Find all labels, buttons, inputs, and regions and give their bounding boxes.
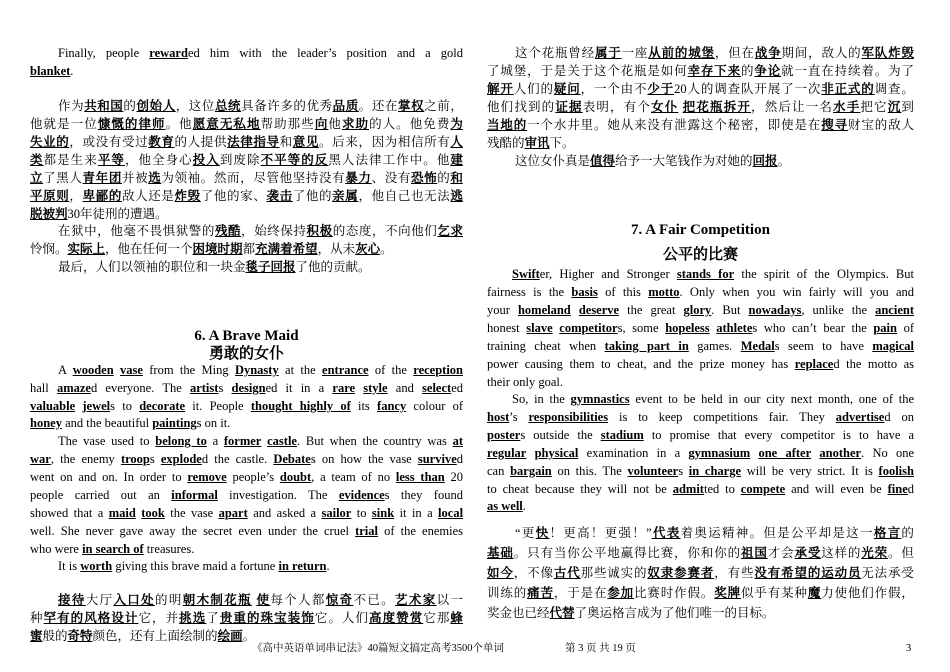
vocab-word: former: [223, 434, 262, 448]
vocab-word: 使: [256, 593, 271, 607]
vocab-word: ancient: [875, 303, 914, 317]
vocab-word: 属于: [594, 46, 622, 60]
text-line: 失业的，或没有受过教育的人提供法律指导和意见。后来，因为相信所有人: [30, 135, 463, 149]
vocab-word: 逃: [450, 189, 463, 203]
vocab-word: 接待: [58, 593, 86, 607]
text-line: 在狱中，他毫不畏惧狱警的残酷，始终保持积极的态度，不向他们乞求: [58, 224, 463, 238]
vocab-word: regular: [487, 446, 527, 460]
vocab-word: 解开: [487, 82, 514, 96]
vocab-word: 卑鄙的: [82, 189, 122, 203]
vocab-word: 选: [148, 171, 162, 185]
vocab-word: vase: [120, 363, 143, 377]
vocab-word: 祖国: [740, 546, 768, 560]
vocab-word: 总统: [214, 99, 242, 113]
vocab-word: 回报: [752, 154, 778, 168]
vocab-word: 幸存下来: [687, 64, 742, 78]
vocab-word: 类: [30, 153, 44, 167]
vocab-word: 参加: [607, 586, 635, 600]
vocab-word: pain: [873, 321, 897, 335]
vocab-word: 奴隶参赛者: [647, 566, 715, 580]
vocab-word: apart: [218, 506, 248, 520]
vocab-word: another: [819, 446, 862, 460]
vocab-word: 恐怖: [410, 171, 438, 185]
vocab-word: 痛苦: [527, 586, 554, 600]
vocab-word: 罕有的风格设计: [43, 611, 139, 625]
vocab-word: honey: [30, 416, 62, 430]
vocab-word: taking part in: [604, 339, 689, 353]
text-line: regular physical examination in a gymnasium one after another. No one: [487, 446, 914, 460]
vocab-word: 疑问: [553, 82, 581, 96]
vocab-word: admit: [672, 482, 704, 496]
vocab-word: gymnasium: [688, 446, 751, 460]
vocab-word: remove: [187, 470, 227, 484]
vocab-word: stadium: [600, 428, 644, 442]
vocab-word: 掌权: [398, 99, 425, 113]
vocab-word: Debate: [273, 452, 311, 466]
story-6-title-zh: 勇敢的女仆: [208, 346, 284, 362]
text-line: who were in search of treasures.: [30, 542, 195, 556]
vocab-word: 乞求: [437, 224, 463, 238]
text-line: 解开人们的疑问，一个由不少于20人的调查队开展了一次非正式的调查。: [487, 82, 914, 96]
vocab-word: deserve: [578, 303, 620, 317]
vocab-word: homeland: [517, 303, 571, 317]
vocab-word: 当地的: [487, 118, 528, 132]
vocab-word: 挑选: [179, 611, 207, 625]
text-line: 接待大厅入口处的明朝木制花瓶 使每个人都惊奇不已。艺术家以一: [58, 593, 463, 607]
vocab-word: 高度赞赏: [369, 611, 424, 625]
vocab-word: basis: [571, 285, 598, 299]
vocab-word: 入口处: [113, 593, 155, 607]
vocab-word: took: [141, 506, 165, 520]
text-line: It is worth giving this brave maid a fortune in return.: [58, 559, 330, 573]
text-line: hall amazed everyone. The artists designed it in a rare style and selected: [30, 381, 463, 395]
vocab-word: one after: [758, 446, 812, 460]
vocab-word: competitor: [559, 321, 618, 335]
text-line: 这位女仆真是值得给予一大笔钱作为对她的回报。: [515, 154, 791, 168]
vocab-word: stands for: [676, 267, 735, 281]
vocab-word: 基础: [487, 546, 514, 560]
text-line: 残酷的审讯下。: [487, 136, 575, 150]
vocab-word: valuable: [30, 399, 76, 413]
vocab-word: 袭击: [266, 189, 293, 203]
footer-book-title: 《高中英语单词串记法》40篇短文搞定高考3500个单词: [252, 643, 504, 654]
vocab-word: 脱被判: [30, 207, 68, 221]
vocab-word: 向: [314, 117, 329, 131]
text-line: 训练的痛苦，于是在参加比赛时作假。奖牌似乎有某种魔力使他们作假，: [487, 586, 914, 600]
vocab-word: 平原则: [30, 189, 70, 203]
text-line: 怜悯。实际上，他在任何一个困境时期都充满着希望，从未灰心。: [30, 242, 393, 256]
vocab-word: 光荣: [861, 546, 889, 560]
vocab-word: 格言: [873, 526, 902, 540]
vocab-word: sailor: [321, 506, 352, 520]
vocab-word: volunteer: [627, 464, 679, 478]
vocab-word: 朝木制花瓶: [182, 593, 252, 607]
vocab-word: sink: [371, 506, 395, 520]
vocab-word: 暴力: [345, 171, 372, 185]
vocab-word: castle: [267, 434, 297, 448]
page-footer: [0, 641, 950, 657]
vocab-word: jewel: [82, 399, 111, 413]
vocab-word: 拆开: [723, 100, 752, 114]
story-6-title-en: 6. A Brave Maid: [194, 328, 299, 344]
vocab-word: athlete: [716, 321, 753, 335]
vocab-word: reward: [149, 46, 188, 60]
vocab-word: reception: [413, 363, 463, 377]
text-line: 立了黑人青年团并被选为领袖。然而，尽管他坚持没有暴力、没有恐怖的和: [30, 171, 463, 185]
vocab-word: 为: [450, 117, 463, 131]
vocab-word: motto: [648, 285, 680, 299]
vocab-word: explode: [160, 452, 202, 466]
vocab-word: 愿意无私地: [192, 117, 261, 131]
vocab-word: rare: [332, 381, 356, 395]
vocab-word: war: [30, 452, 51, 466]
vocab-word: 平等: [97, 153, 125, 167]
vocab-word: 立: [30, 171, 44, 185]
vocab-word: 毯子回报: [245, 260, 296, 274]
vocab-word: 绘画: [217, 629, 243, 643]
text-line: fairness is the basis of this motto. Only when you win fairly will you and: [487, 285, 914, 299]
text-line: people carried out an informal investigation. The evidences they found: [30, 488, 463, 502]
vocab-word: 没有希望的运动员: [754, 566, 862, 580]
text-line: war, the enemy troops exploded the castle. Debates on how the vase survived: [30, 452, 463, 466]
text-line: 他们找到的证据表明，有个女仆 把花瓶拆开，然后让一名水手把它沉到: [487, 100, 914, 114]
vocab-word: magical: [872, 339, 914, 353]
vocab-word: glory: [683, 303, 712, 317]
text-line: So, in the gymnastics event to be held in our city next month, one of the: [512, 392, 914, 406]
text-line: 当地的一个水井里。她从来没有泄露这个秘密，即使是在搜寻财宝的敌人: [487, 118, 914, 132]
vocab-word: 非正式的: [821, 82, 875, 96]
text-line: honey and the beautiful paintings on it.: [30, 416, 231, 430]
text-line: can bargain on this. The volunteers in charge will be very strict. It is foolish: [487, 464, 914, 478]
vocab-word: thought highly of: [250, 399, 351, 413]
vocab-word: worth: [80, 559, 113, 573]
text-line: 这个花瓶曾经属于一座从前的城堡，但在战争期间，敌人的军队炸毁: [515, 46, 914, 60]
vocab-word: 贵重的珠宝装饰: [219, 611, 315, 625]
vocab-word: style: [363, 381, 388, 395]
vocab-word: 亲属: [332, 189, 359, 203]
text-line: as well.: [487, 499, 526, 513]
vocab-word: 女仆: [651, 100, 679, 114]
vocab-word: 从前的城堡: [648, 46, 715, 60]
vocab-word: hopeless: [665, 321, 710, 335]
text-line: 脱被判30年徒刑的遭遇。: [30, 207, 168, 221]
vocab-word: 共和国: [84, 99, 124, 113]
vocab-word: 承受: [794, 546, 822, 560]
vocab-word: 代替: [549, 606, 575, 620]
vocab-word: responsibilities: [528, 410, 609, 424]
vocab-word: design: [231, 381, 266, 395]
text-line: 种罕有的风格设计它，并挑选了贵重的珠宝装饰它。人们高度赞赏它那蜂: [30, 611, 463, 625]
text-line: went on and on. In order to remove people’s doubt, a team of no less than 20: [30, 470, 463, 484]
text-line: posters outside the stadium to promise that every competitor is to have a: [487, 428, 914, 442]
vocab-word: 炸毁: [174, 189, 201, 203]
vocab-word: slave: [526, 321, 553, 335]
vocab-word: 建: [450, 153, 463, 167]
vocab-word: advertise: [835, 410, 885, 424]
vocab-word: Dynasty: [234, 363, 279, 377]
vocab-word: decorate: [139, 399, 186, 413]
vocab-word: 快: [535, 526, 550, 540]
vocab-word: belong to: [155, 434, 207, 448]
vocab-word: 水手: [833, 100, 861, 114]
vocab-word: 青年团: [82, 171, 122, 185]
vocab-word: fine: [887, 482, 908, 496]
vocab-word: at: [452, 434, 463, 448]
vocab-word: 艺术家: [395, 593, 437, 607]
text-line: 基础。只有当你公平地赢得比赛，你和你的祖国才会承受这样的光荣。但: [487, 546, 914, 560]
vocab-word: 意见: [292, 135, 320, 149]
vocab-word: local: [438, 506, 463, 520]
text-line: valuable jewels to decorate it. People thought highly of its fancy colour of: [30, 399, 463, 413]
vocab-word: poster: [487, 428, 521, 442]
vocab-word: 把: [682, 100, 697, 114]
vocab-word: 创始人: [136, 99, 176, 113]
vocab-word: artist: [189, 381, 219, 395]
vocab-word: Swift: [512, 267, 540, 281]
text-line: honest slave competitors, some hopeless athletes who can’t bear the pain of: [487, 321, 914, 335]
text-line: 了城堡，于是关于这个花瓶是如何幸存下来的争论就一直在持续着。为了: [487, 64, 914, 78]
vocab-word: troop: [120, 452, 150, 466]
vocab-word: 教育: [148, 135, 175, 149]
vocab-word: less than: [395, 470, 445, 484]
text-line: “更快！更高！更强！”代表着奥运精神。但是公平却是这一格言的: [515, 526, 914, 540]
vocab-word: in charge: [688, 464, 741, 478]
vocab-word: 花瓶: [696, 100, 724, 114]
vocab-word: evidence: [338, 488, 385, 502]
text-line: power causing them to cheat, and the prize money has replaced the motto as: [487, 357, 914, 371]
vocab-word: Medal: [740, 339, 775, 353]
vocab-word: 古代: [553, 566, 581, 580]
vocab-word: in search of: [82, 542, 144, 556]
vocab-word: fancy: [377, 399, 407, 413]
vocab-word: 品质: [332, 99, 359, 113]
vocab-word: replace: [794, 357, 834, 371]
vocab-word: bargain: [510, 464, 552, 478]
story-7-title-en: 7. A Fair Competition: [631, 222, 770, 238]
vocab-word: 少于: [647, 82, 675, 96]
vocab-word: 和: [450, 171, 463, 185]
text-line: their only goal.: [487, 375, 564, 389]
text-line: The vase used to belong to a former castle. But when the country was at: [58, 434, 463, 448]
vocab-word: wooden: [72, 363, 114, 377]
vocab-word: 惊奇: [325, 593, 354, 607]
vocab-word: 残酷: [214, 224, 242, 238]
vocab-word: 魔: [807, 586, 822, 600]
text-line: Finally, people rewarded him with the leader’s position and a gold: [58, 46, 463, 60]
text-line: training cheat when taking part in games. Medals seem to have magical: [487, 339, 914, 353]
vocab-word: 审讯: [524, 136, 550, 150]
text-line: host’s responsibilities is to keep competitions fair. They advertised on: [487, 410, 914, 424]
vocab-word: 争论: [754, 64, 782, 78]
text-line: 蜜般的奇特颜色，还有上面绘制的绘画。: [30, 629, 256, 643]
vocab-word: in return: [278, 559, 327, 573]
text-line: 类都是生来平等，他全身心投入到废除不平等的反黑人法律工作中。他建: [30, 153, 463, 167]
vocab-word: nowadays: [748, 303, 802, 317]
vocab-word: 蜜: [30, 629, 43, 643]
vocab-word: 军队炸毁: [861, 46, 914, 60]
vocab-word: 奇特: [67, 629, 93, 643]
vocab-word: 法律指导: [227, 135, 280, 149]
story-7-title-zh: 公平的比赛: [662, 247, 738, 263]
vocab-word: 投入: [192, 153, 220, 167]
vocab-word: blanket: [30, 64, 71, 78]
vocab-word: trial: [355, 524, 379, 538]
footer-page-number: 3: [906, 643, 912, 654]
text-line: to cheat because they will not be admitted to compete and will even be fined: [487, 482, 914, 496]
vocab-word: 求助: [341, 117, 370, 131]
vocab-word: entrance: [322, 363, 369, 377]
text-line: A wooden vase from the Ming Dynasty at the entrance of the reception: [58, 363, 463, 377]
vocab-word: gymnastics: [570, 392, 630, 406]
text-line: 平原则，卑鄙的敌人还是炸毁了他的家、袭击了他的亲属，他自己也无法逃: [30, 189, 463, 203]
text-line: Swifter, Higher and Stronger stands for the spirit of the Olympics. But: [512, 267, 914, 281]
vocab-word: foolish: [878, 464, 914, 478]
text-line: showed that a maid took the vase apart and asked a sailor to sink it in a local: [30, 506, 463, 520]
vocab-word: survive: [417, 452, 457, 466]
vocab-word: 沉: [887, 100, 902, 114]
vocab-word: 灰心: [355, 242, 381, 256]
text-line: 作为共和国的创始人，这位总统具备许多的优秀品质。还在掌权之前，: [58, 99, 463, 113]
text-line: your homeland deserve the great glory. But nowadays, unlike the ancient: [487, 303, 914, 317]
vocab-word: painting: [152, 416, 197, 430]
vocab-word: 搜寻: [821, 118, 848, 132]
text-line: 最后，人们以领袖的职位和一块金毯子回报了他的贡献。: [58, 260, 371, 274]
vocab-word: 蜂: [450, 611, 463, 625]
vocab-word: 失业的: [30, 135, 70, 149]
text-line: 奖金也已经代替了奥运格言成为了他们唯一的目标。: [487, 606, 775, 620]
vocab-word: 代表: [651, 526, 681, 540]
vocab-word: 实际上: [67, 242, 106, 256]
vocab-word: physical: [534, 446, 579, 460]
vocab-word: doubt: [279, 470, 312, 484]
vocab-word: 值得: [590, 154, 616, 168]
vocab-word: 奖牌: [714, 586, 741, 600]
vocab-word: 慷慨的律师: [97, 117, 166, 131]
vocab-word: amaze: [56, 381, 91, 395]
vocab-word: compete: [740, 482, 786, 496]
vocab-word: 积极: [306, 224, 333, 238]
vocab-word: host: [487, 410, 510, 424]
vocab-word: maid: [108, 506, 136, 520]
text-line: blanket.: [30, 64, 74, 78]
footer-page-info: 第 3 页 共 19 页: [565, 643, 636, 654]
vocab-word: 不平等的反: [260, 153, 329, 167]
vocab-word: 如今: [487, 566, 514, 580]
vocab-word: 战争: [754, 46, 782, 60]
text-line: 他就是一位慷慨的律师。他愿意无私地帮助那些向他求助的人。他免费为: [30, 117, 463, 131]
vocab-word: 困境时期: [192, 242, 243, 256]
vocab-word: informal: [171, 488, 218, 502]
vocab-word: 人: [450, 135, 463, 149]
vocab-word: 证据: [555, 100, 583, 114]
text-line: well. She never gave away the secret even under the cruel trial of the enemies: [30, 524, 463, 538]
vocab-word: select: [422, 381, 452, 395]
vocab-word: as well: [487, 499, 523, 513]
text-line: 如今，不像古代那些诚实的奴隶参赛者，有些没有希望的运动员无法承受: [487, 566, 914, 580]
vocab-word: 充满着希望: [255, 242, 318, 256]
